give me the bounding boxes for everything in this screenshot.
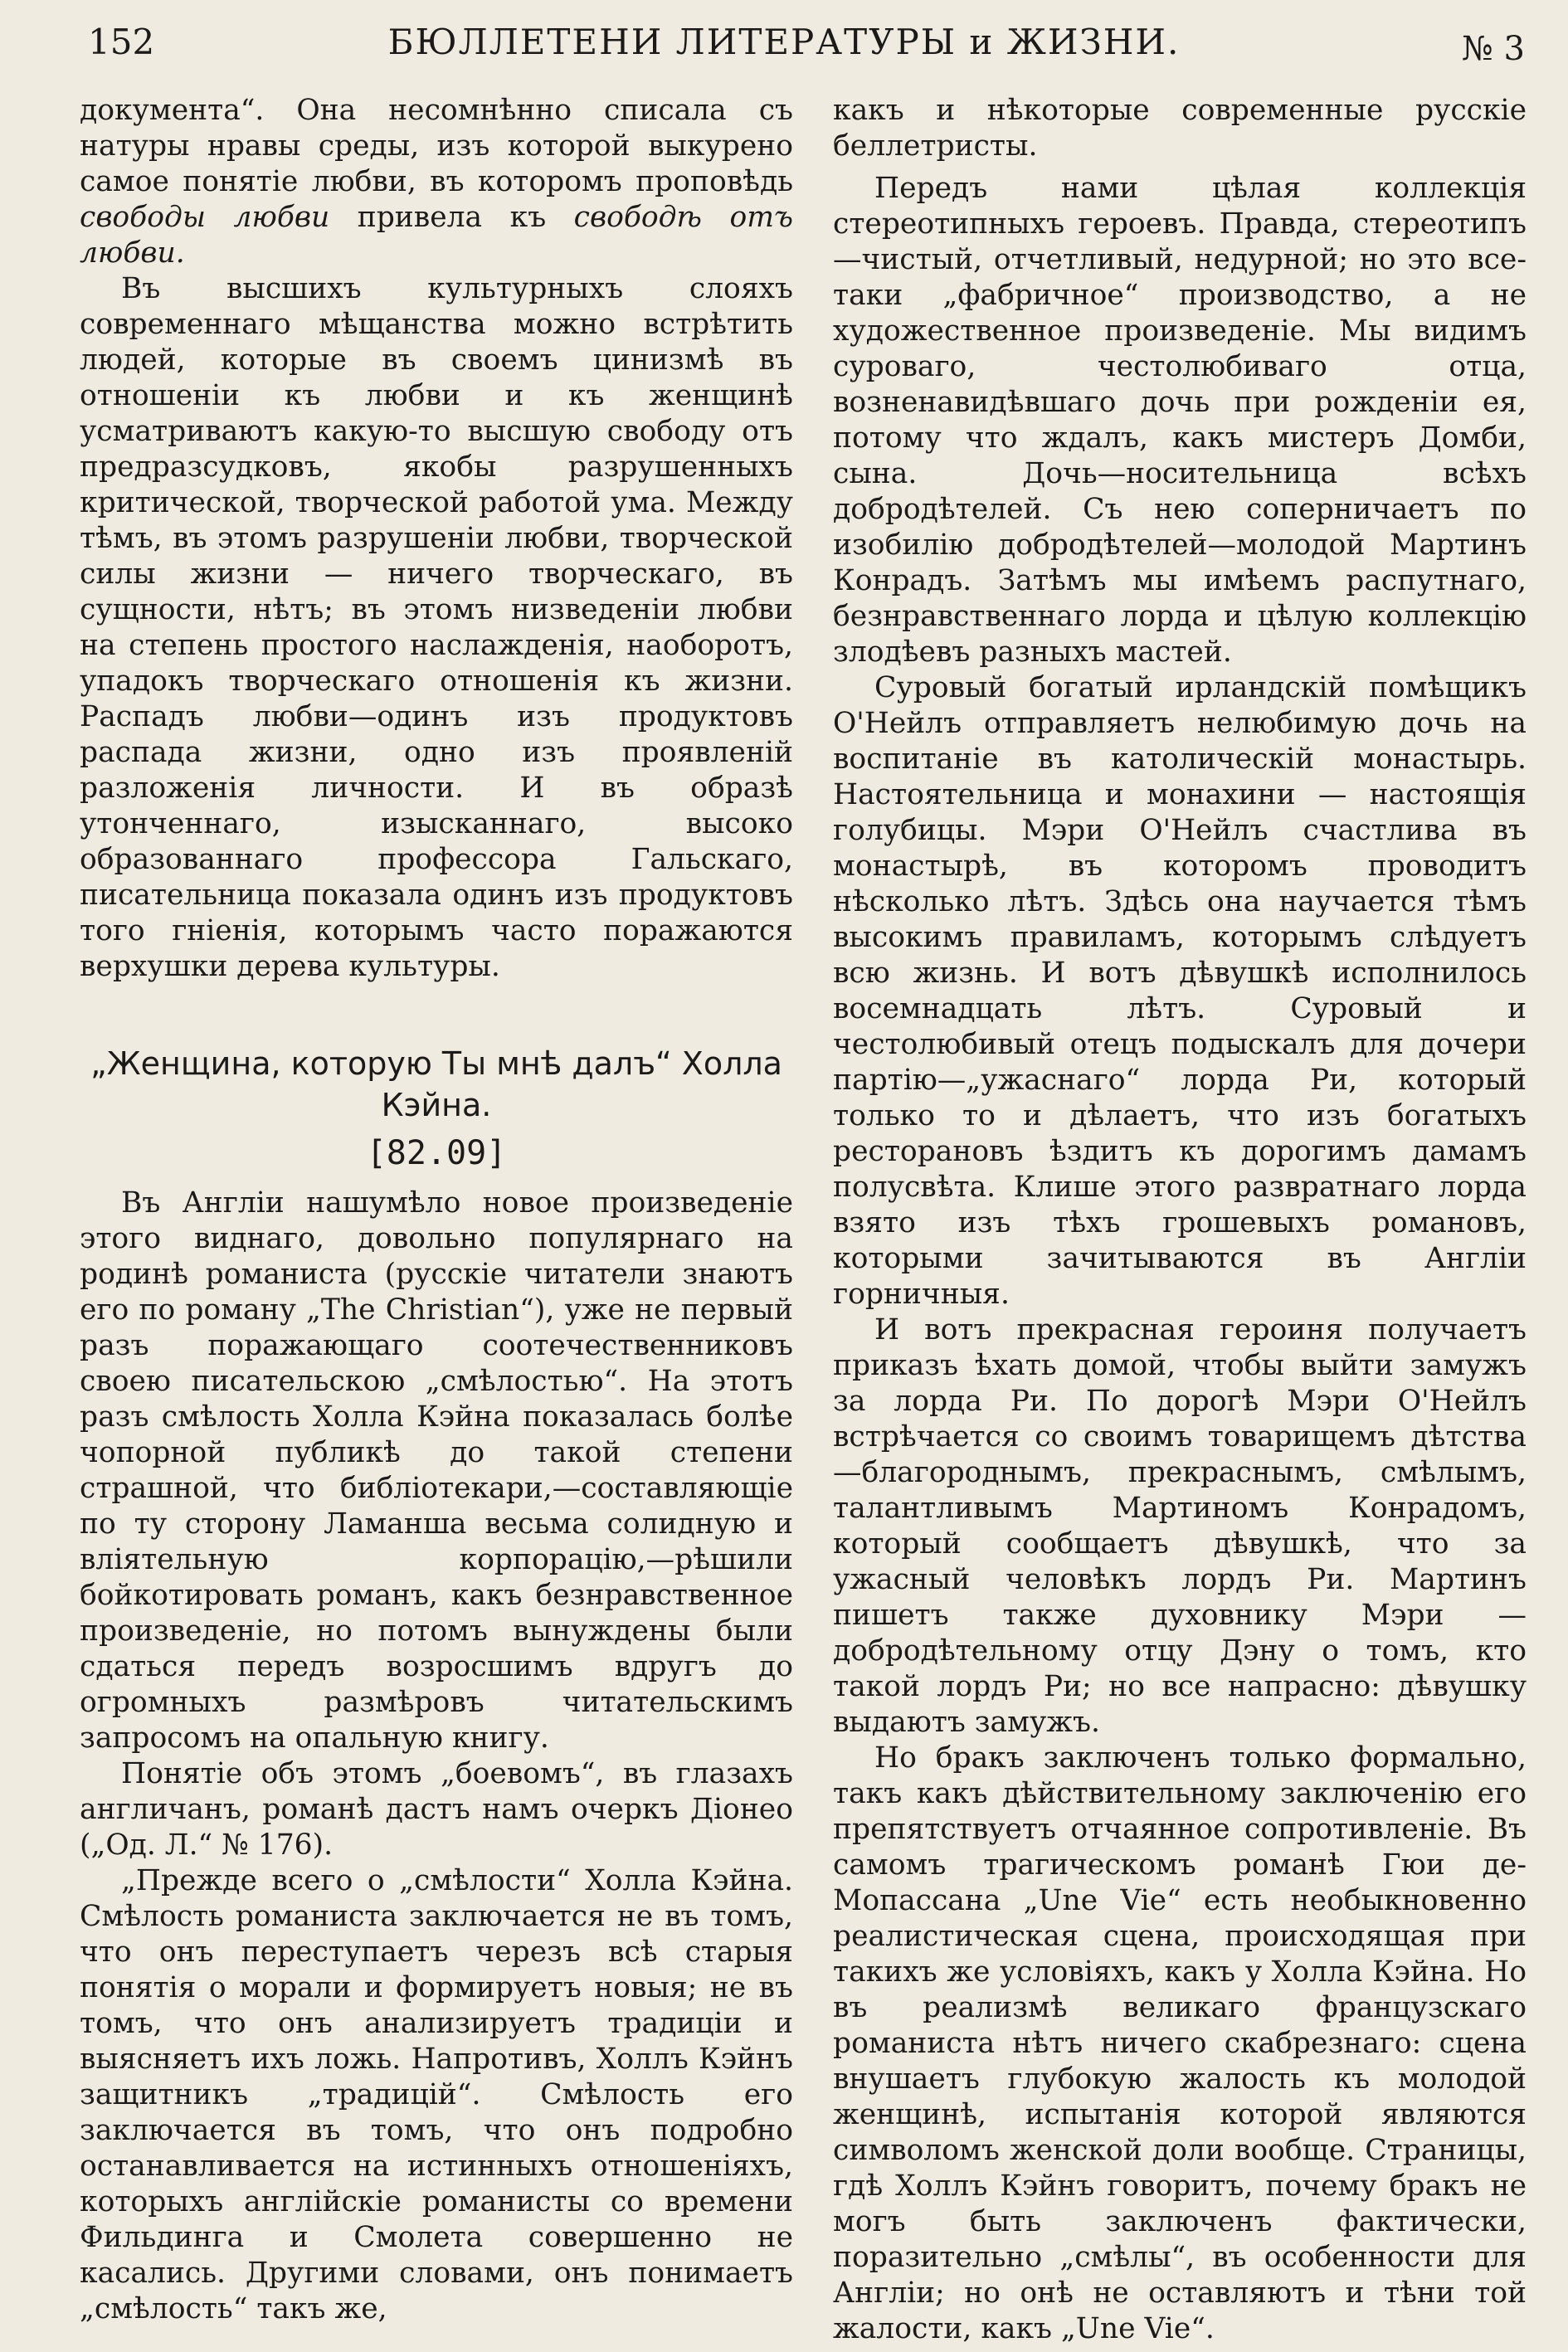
- left-column: [80, 93, 793, 2327]
- emphasis: свободѣ отъ любви.: [80, 201, 793, 270]
- paragraph: Въ Англіи нашумѣло новое произведеніе этого виднаго, довольно популярнаго на родинѣ романиста (русскіе читатели знаютъ его по роману „The Christian“), уже не первый разъ поражающаго соотечественниковъ своею писательскою „смѣлостью“. На этотъ разъ смѣлость Холла Кэйна показалась болѣе чопорной публикѣ до такой степени страшной, что библіотекари,—составляющіе по ту сторону Ламанша весьма солидную и вліятельную корпорацію,—рѣшили бойкотировать романъ, какъ безнравственное произведеніе, но потомъ вынуждены были сдаться передъ возросшимъ вдругъ до огромныхъ размѣровъ читательскимъ запросомъ на опальную книгу.: [80, 1186, 793, 1755]
- paragraph: Понятіе объ этомъ „боевомъ“, въ глазахъ англичанъ, романѣ дастъ намъ очеркъ Діонео („Од. Л.“ № 176).: [80, 1757, 793, 1862]
- paragraph: Суровый богатый ирландскій помѣщикъ О'Нейлъ отправляетъ нелюбимую дочь на воспитаніе въ католическій монастырь. Настоятельница и монахини — настоящія голубицы. Мэри О'Нейлъ счастлива въ монастырѣ, въ которомъ проводитъ нѣсколько лѣтъ. Здѣсь она научается тѣмъ высокимъ правиламъ, которымъ слѣдуетъ всю жизнь. И вотъ дѣвушкѣ исполнилось восемнадцать лѣтъ. Суровый и честолюбивый отецъ подыскалъ для дочери партію—„ужаснаго“ лорда Ри, который только то и дѣлаетъ, что изъ богатыхъ ресторановъ ѣздитъ къ дорогимъ дамамъ полусвѣта. Клише этого развратнаго лорда взято изъ тѣхъ грошевыхъ романовъ, которыми зачитываются въ Англіи горничныя.: [833, 671, 1527, 1311]
- paragraph: Передъ нами цѣлая коллекція стереотипныхъ героевъ. Правда, стереотипъ —чистый, отчетливый, недурной; но это все-таки „фабричное“ производство, а не художественное произведеніе. Мы видимъ суроваго, честолюбиваго отца, возненавидѣвшаго дочь при рожденіи ея, потому что ждалъ, какъ мистеръ Домби, сына. Дочь—носительница всѣхъ добродѣтелей. Съ нею соперничаетъ по изобилію добродѣтелей—молодой Мартинъ Конрадъ. Затѣмъ мы имѣемъ распутнаго, безнравственнаго лорда и цѣлую коллекцію злодѣевъ разныхъ мастей.: [833, 172, 1527, 669]
- emphasis: свободы любви: [80, 201, 330, 234]
- paragraph: какъ и нѣкоторые современные русскіе беллетристы.: [833, 94, 1527, 163]
- running-title: БЮЛЛЕТЕНИ ЛИТЕРАТУРЫ и ЖИЗНИ.: [387, 22, 1181, 62]
- page-number: 152: [88, 22, 155, 62]
- paragraph: документа“. Она несомнѣнно списала съ натуры нравы среды, изъ которой выкурено самое понятіе любви, въ которомъ проповѣдь свободы любви привела къ свободѣ отъ любви.: [80, 94, 793, 270]
- section-title: „Женщина, которую Ты мнѣ далъ“ Холла Кэйна.: [90, 1045, 782, 1123]
- paragraph: И вотъ прекрасная героиня получаетъ приказъ ѣхать домой, чтобы выйти замужъ за лорда Ри. По дорогѣ Мэри О'Нейлъ встрѣчается со своимъ товарищемъ дѣтства—благороднымъ, прекраснымъ, смѣлымъ, талантливымъ Мартиномъ Конрадомъ, который сообщаетъ дѣвушкѣ, что за ужасный человѣкъ лордъ Ри. Мартинъ пишетъ также духовнику Мэри — добродѣтельному отцу Дэну о томъ, кто такой лордъ Ри; но все напрасно: дѣвушку выдаютъ замужъ.: [833, 1313, 1527, 1739]
- right-column: [833, 93, 1527, 2347]
- paragraph: „Прежде всего о „смѣлости“ Холла Кэйна. Смѣлость романиста заключается не въ томъ, что онъ переступаетъ черезъ всѣ старыя понятія о морали и формируетъ новыя; не въ томъ, что онъ анализируетъ традиціи и выясняетъ ихъ ложь. Напротивъ, Холлъ Кэйнъ защитникъ „традицій“. Смѣлость его заключается въ томъ, что онъ подробно останавливается на истинныхъ отношеніяхъ, которыхъ англійскіе романисты со времени Фильдинга и Смолета совершенно не касались. Другими словами, онъ понимаетъ „смѣлость“ такъ же,: [80, 1864, 793, 2325]
- paragraph: Въ высшихъ культурныхъ слояхъ современнаго мѣщанства можно встрѣтить людей, которые въ своемъ цинизмѣ въ отношеніи къ любви и къ женщинѣ усматриваютъ какую-то высшую свободу отъ предразсудковъ, якобы разрушенныхъ критической, творческой работой ума. Между тѣмъ, въ этомъ разрушеніи любви, творческой силы жизни — ничего творческаго, въ сущности, нѣтъ; въ этомъ низведеніи любви на степень простого наслажденія, наоборотъ, упадокъ творческаго отношенія къ жизни. Распадъ любви—одинъ изъ продуктовъ распада жизни, одно изъ проявленій разложенія личности. И въ образѣ утонченнаго, изысканнаго, высоко образованнаго профессора Гальскаго, писательница показала одинъ изъ продуктовъ того гніенія, которымъ часто поражаются верхушки дерева культуры.: [80, 272, 793, 983]
- section-code: [82.09]: [366, 1134, 507, 1172]
- paragraph: Но бракъ заключенъ только формально, такъ какъ дѣйствительному заключенію его препятствуетъ отчаянное сопротивленіе. Въ самомъ трагическомъ романѣ Гюи де-Мопассана „Une Vie“ есть необыкновенно реалистическая сцена, происходящая при такихъ же условіяхъ, какъ у Холла Кэйна. Но въ реализмѣ великаго французскаго романиста нѣтъ ничего скабрезнаго: сцена внушаетъ глубокую жалость къ молодой женщинѣ, испытанія которой являются символомъ женской доли вообще. Страницы, гдѣ Холлъ Кэйнъ говоритъ, почему бракъ не могъ быть заключенъ фактически, поразительно „смѣлы“, въ особенности для Англіи; но онѣ не оставляютъ и тѣни той жалости, какъ „Une Vie“.: [833, 1741, 1527, 2345]
- issue-number: № 3: [1461, 30, 1525, 68]
- page-header: [0, 22, 1568, 71]
